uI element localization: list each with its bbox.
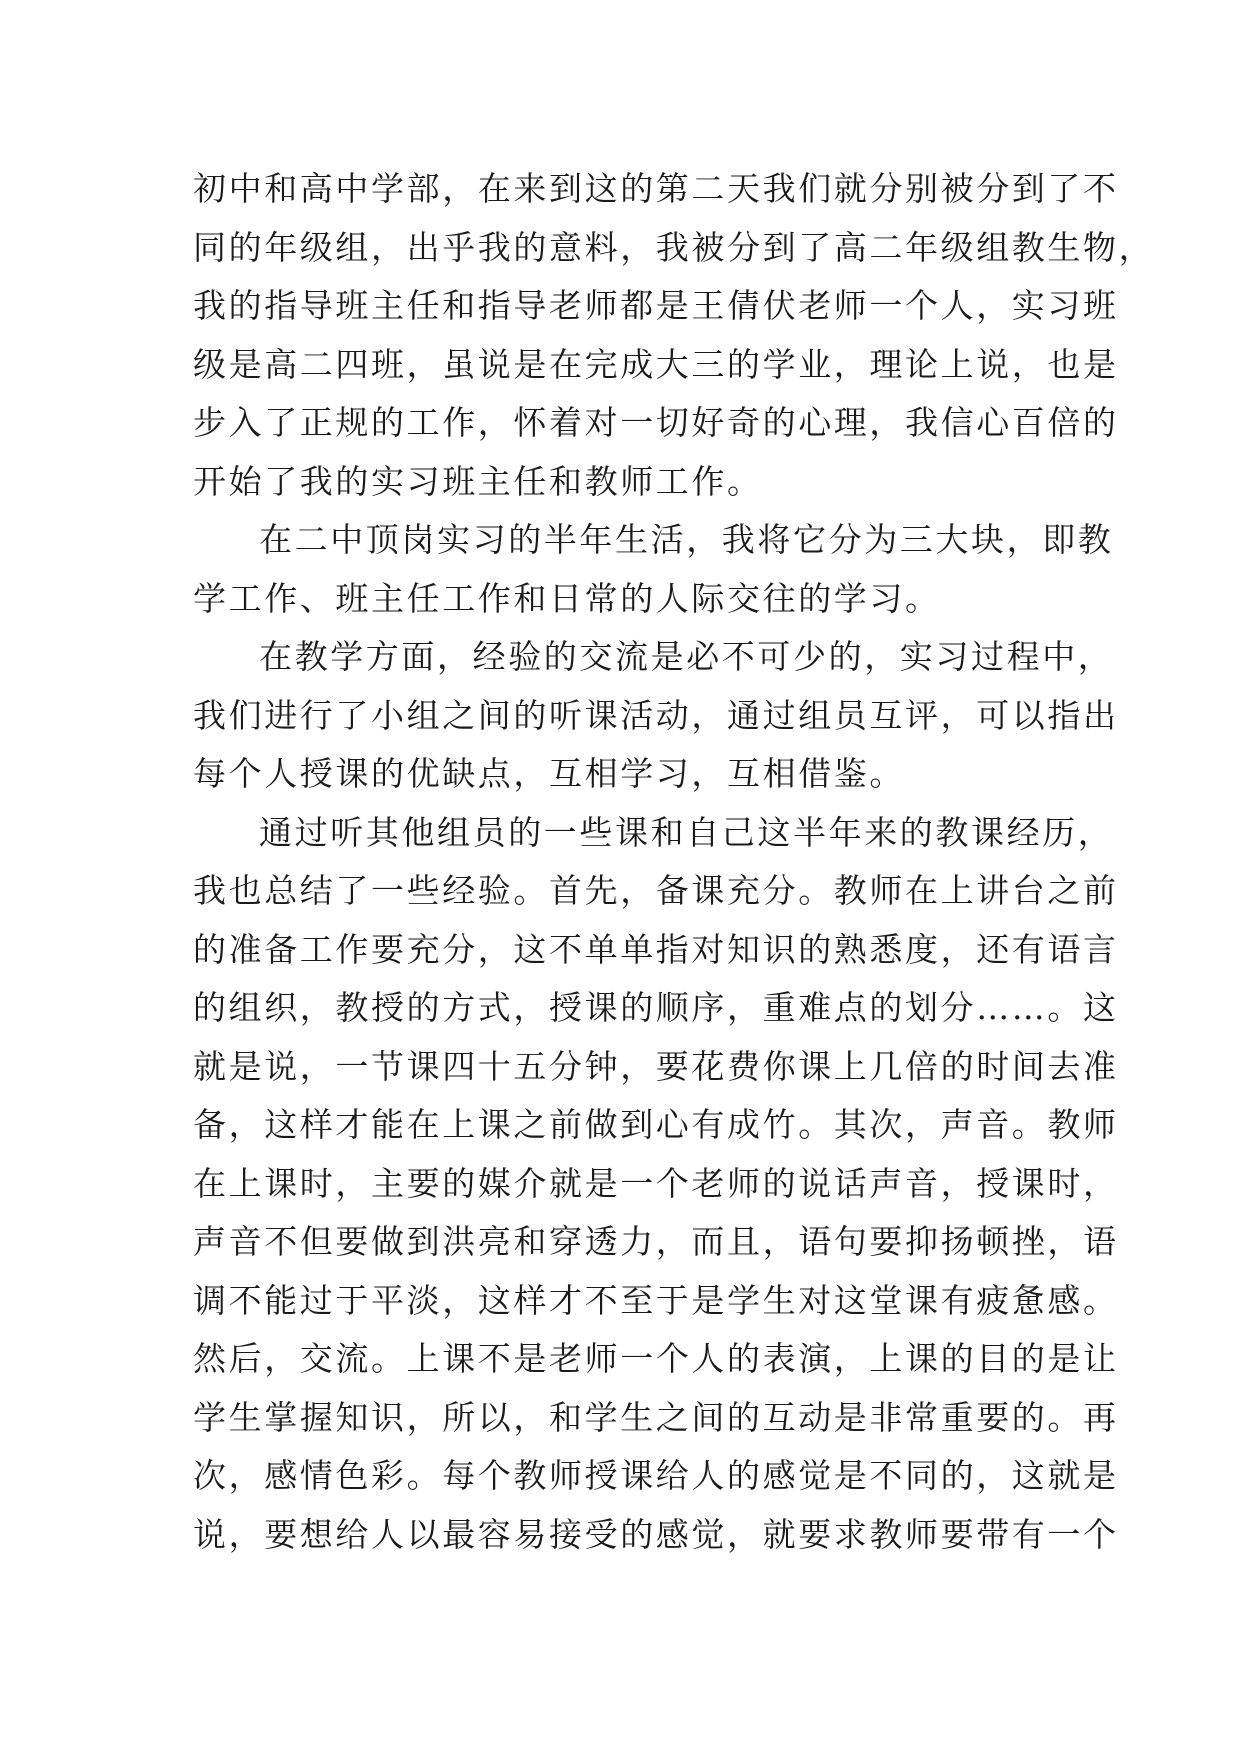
text-line: 我也总结了一些经验。首先，备课充分。教师在上讲台之前 — [193, 871, 1119, 910]
text-line: 然后，交流。上课不是老师一个人的表演，上课的目的是让 — [193, 1339, 1119, 1378]
paragraph-first-line: 通过听其他组员的一些课和自己这半年来的教课经历， — [259, 812, 1114, 852]
text-line: 次，感情色彩。每个教师授课给人的感觉是不同的，这就是 — [193, 1456, 1119, 1495]
text-line: 步入了正规的工作，怀着对一切好奇的心理，我信心百倍的 — [193, 403, 1119, 442]
paragraph-first-line: 在教学方面，经验的交流是必不可少的，实习过程中， — [259, 637, 1114, 676]
text-line: 说，要想给人以最容易接受的感觉，就要求教师要带有一个 — [193, 1514, 1119, 1554]
text-line: 学生掌握知识，所以，和学生之间的互动是非常重要的。再 — [193, 1397, 1119, 1437]
text-line: 级是高二四班，虽说是在完成大三的学业，理论上说，也是 — [193, 344, 1119, 384]
text-line: 就是说，一节课四十五分钟，要花费你课上几倍的时间去准 — [193, 1046, 1119, 1086]
text-line: 同的年级组，出乎我的意料，我被分到了高二年级组教生物， — [193, 227, 1155, 267]
text-line: 声音不但要做到洪亮和穿透力，而且，语句要抑扬顿挫，语 — [193, 1222, 1119, 1261]
paragraph-first-line: 在二中顶岗实习的半年生活，我将它分为三大块，即教 — [259, 520, 1114, 559]
text-line: 我的指导班主任和指导老师都是王倩伏老师一个人，实习班 — [193, 286, 1119, 325]
text-line: 我们进行了小组之间的听课活动，通过组员互评，可以指出 — [193, 695, 1119, 735]
text-line: 的准备工作要充分，这不单单指对知识的熟悉度，还有语言 — [193, 929, 1119, 969]
text-line: 的组织，教授的方式，授课的顺序，重难点的划分……。这 — [193, 988, 1119, 1027]
text-line: 学工作、班主任工作和日常的人际交往的学习。 — [193, 578, 941, 618]
text-line: 备，这样才能在上课之前做到心有成竹。其次，声音。教师 — [193, 1105, 1119, 1144]
text-line: 在上课时，主要的媒介就是一个老师的说话声音，授课时， — [193, 1163, 1119, 1203]
text-line: 调不能过于平淡，这样才不至于是学生对这堂课有疲惫感。 — [193, 1280, 1119, 1320]
document-body — [193, 160, 1155, 1564]
text-line: 初中和高中学部，在来到这的第二天我们就分别被分到了不 — [193, 169, 1119, 208]
text-line: 每个人授课的优缺点，互相学习，互相借鉴。 — [193, 754, 905, 793]
text-line: 开始了我的实习班主任和教师工作。 — [193, 461, 763, 501]
